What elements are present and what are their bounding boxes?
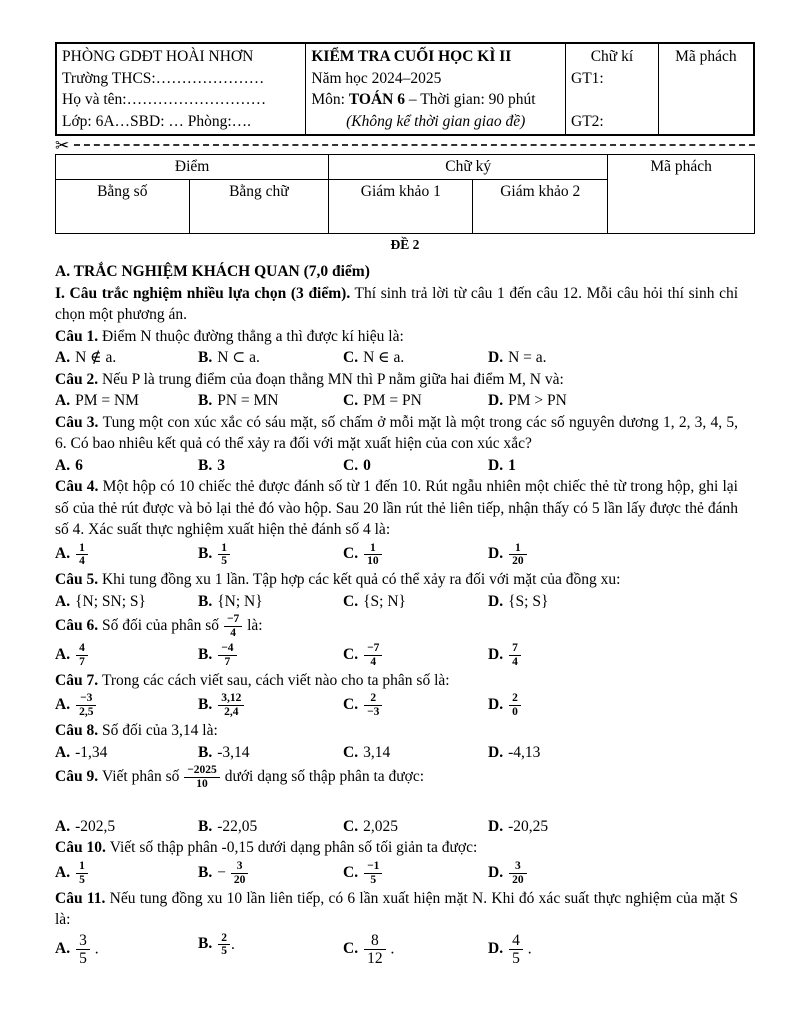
examiner2-cell: Giám khảo 2	[473, 180, 608, 234]
fraction: $\frac{4}{5}$	[509, 932, 523, 968]
option-label: A.	[55, 349, 71, 366]
fraction: $\frac{-2025}{10}$	[184, 764, 220, 791]
option-label: D.	[488, 696, 504, 714]
question-label: Câu 5.	[55, 571, 102, 589]
option-label: D.	[488, 392, 504, 409]
option-label: A.	[55, 645, 71, 663]
options-row	[55, 931, 738, 969]
option: A. -1,34	[55, 743, 108, 761]
option: D. -4,13	[488, 743, 541, 761]
score-words-cell: Bằng chữ	[189, 180, 329, 234]
option-label: D.	[488, 817, 504, 835]
option	[343, 691, 488, 720]
option: C. $\frac{8}{12}$ .	[343, 931, 395, 967]
exam-code-label: ĐỀ 2	[390, 237, 420, 252]
question-text: Câu 5. Khi tung đồng xu 1 lần. Tập hợp các kết quả có thể xảy ra đối với mặt của đồng xu:	[55, 571, 621, 589]
fraction: $\frac{1}{5}$	[218, 542, 230, 569]
fraction: $\frac{-4}{7}$	[218, 642, 236, 669]
option-label: A.	[55, 817, 71, 835]
option-label: C.	[343, 392, 359, 409]
exam-info-cell	[306, 43, 566, 135]
question-label: Câu 4.	[55, 478, 103, 495]
options-row	[55, 641, 738, 670]
section-i-intro	[55, 283, 738, 326]
option	[488, 541, 738, 570]
option-label: D.	[488, 592, 504, 610]
school-name-field: Trường THCS:…………………	[62, 69, 265, 87]
option	[55, 691, 198, 720]
fraction: $\frac{3}{5}$	[76, 932, 90, 968]
fraction: $\frac{1}{5}$	[76, 860, 88, 887]
option-label: B.	[198, 392, 213, 409]
option-label: B.	[198, 456, 213, 474]
option: D. {S; S}	[488, 592, 549, 610]
question-text: Câu 11. Nếu tung đồng xu 10 lần liên tiếp, có 6 lần xuất hiện mặt N. Khi đó xác suất thực nghiệm của mặt S là:	[55, 889, 738, 928]
option: A. 6	[55, 456, 83, 474]
code-cell	[658, 43, 754, 135]
option-label: D.	[488, 349, 504, 366]
options-row	[55, 541, 738, 570]
option: A. N ∉ a.	[55, 349, 117, 366]
fraction: $\frac{8}{12}$	[364, 932, 386, 968]
option: C. PM = PN	[343, 392, 422, 409]
question-text: Câu 8. Số đối của 3,14 là:	[55, 722, 218, 739]
option-label: A.	[55, 939, 71, 957]
question-label: Câu 9.	[55, 767, 102, 785]
option: A. {N; SN; S}	[55, 592, 146, 610]
option: C. 2,025	[343, 817, 398, 835]
fraction: $\frac{2}{0}$	[509, 692, 521, 719]
option-label: C.	[343, 349, 359, 366]
option-label: B.	[198, 743, 213, 761]
option-label: C.	[343, 696, 359, 714]
option	[55, 641, 198, 670]
option-label: C.	[343, 939, 359, 957]
question-label: Câu 8.	[55, 722, 102, 739]
option-label: C.	[343, 817, 359, 835]
option-label: D.	[488, 545, 504, 563]
exam-title: KIỂM TRA CUỐI HỌC KÌ II	[311, 48, 512, 65]
fraction: $\frac{-3}{2,5}$	[76, 692, 96, 719]
option-label: B.	[198, 935, 213, 953]
code-header-cell: Mã phách	[608, 155, 755, 234]
question-label: Câu 2.	[55, 370, 102, 388]
options-row	[55, 691, 738, 720]
signature-cell	[566, 43, 659, 135]
option-label: A.	[55, 863, 71, 881]
gt1-label: GT1:	[571, 69, 604, 87]
section-a-title: A. TRẮC NGHIỆM KHÁCH QUAN (7,0 điểm)	[55, 263, 370, 280]
option-label: C.	[343, 545, 359, 563]
options-row	[55, 816, 738, 838]
option: C. N ∈ a.	[343, 349, 405, 366]
question-text: Câu 3. Tung một con xúc xắc có sáu mặt, số chấm ở mỗi mặt là một trong các số nguyên dương 1, 2, 3, 4, 5, 6. Có bao nhiêu kết quả có thể xảy ra đối với mặt xuất hiện của con xúc xắc?	[55, 413, 738, 452]
option: A. $\frac{3}{5}$ .	[55, 931, 99, 967]
options-row	[55, 742, 738, 764]
option: B. − $\frac{3}{20}$	[198, 859, 343, 888]
fraction: $\frac{3}{20}$	[509, 860, 527, 887]
subject-name: TOÁN 6	[348, 91, 405, 108]
option	[343, 541, 488, 570]
class-sbd-room-field: Lớp: 6A…SBD: … Phòng:….	[62, 112, 252, 130]
option	[198, 691, 343, 720]
option	[488, 641, 738, 670]
question-text: Câu 10. Viết số thập phân -0,15 dưới dạng phân số tối giản ta được:	[55, 839, 478, 857]
option-label: A.	[55, 743, 71, 761]
gt2-label: GT2:	[571, 112, 604, 130]
option-label: C.	[343, 456, 359, 474]
option	[198, 641, 343, 670]
option: A. PM = NM	[55, 392, 139, 409]
options-row	[55, 390, 738, 412]
option-label: C.	[343, 863, 359, 881]
option-label: A.	[55, 545, 71, 563]
score-number-cell: Bằng số	[56, 180, 190, 234]
option-label: D.	[488, 743, 504, 761]
fraction: $\frac{7}{4}$	[509, 642, 521, 669]
fraction: $\frac{3}{20}$	[231, 860, 249, 887]
option-label: A.	[55, 456, 71, 474]
option-label: D.	[488, 456, 504, 474]
option-label: D.	[488, 939, 504, 957]
option-label: D.	[488, 863, 504, 881]
cut-line-dashes	[74, 144, 755, 146]
option-label: B.	[198, 645, 213, 663]
option-label: C.	[343, 743, 359, 761]
score-header: Điểm	[56, 155, 329, 180]
student-name-field: Họ và tên:………………………	[62, 91, 267, 108]
option: D. -20,25	[488, 817, 549, 835]
option: D. 1	[488, 456, 516, 474]
fraction: $\frac{3,12}{2,4}$	[218, 692, 244, 719]
option-label: C.	[343, 645, 359, 663]
fraction: $\frac{-7}{4}$	[224, 613, 242, 640]
question-text: Câu 2. Nếu P là trung điểm của đoạn thẳng MN thì P nằm giữa hai điểm M, N và:	[55, 370, 564, 388]
option-label: A.	[55, 592, 71, 610]
question-text: Câu 4. Một hộp có 10 chiếc thẻ được đánh số từ 1 đến 10. Rút ngẫu nhiên một chiếc thẻ từ trong hộp, ghi lại số của thẻ rút được và bỏ lại thẻ đó vào hộp. Sau 20 lần rút thẻ liên tiếp, nhận thấy có 5 lần lấy được thẻ đánh số 4. Xác suất thực nghiệm xuất hiện thẻ đánh số 4 là:	[55, 478, 738, 538]
option: A. -202,5	[55, 817, 116, 835]
option: B. {N; N}	[198, 592, 263, 610]
option: B. -3,14	[198, 743, 250, 761]
question-text: Câu 6. Số đối của phân số $\frac{-7}{4}$ là:	[55, 613, 263, 640]
school-info-cell	[56, 43, 306, 135]
option-label: A.	[55, 696, 71, 714]
signature-title: Chữ kí	[590, 48, 634, 65]
fraction: $\frac{2}{-3}$	[364, 692, 382, 719]
option: D. N = a.	[488, 349, 547, 366]
question-text: Câu 9. Viết phân số $\frac{-2025}{10}$ dưới dạng số thập phân ta được:	[55, 764, 425, 790]
option-label: B.	[198, 863, 213, 881]
option-label: D.	[488, 645, 504, 663]
fraction: $\frac{2}{5}$	[218, 932, 230, 959]
option: B. N ⊂ a.	[198, 349, 260, 366]
option	[55, 859, 198, 888]
option: C. 0	[343, 456, 371, 474]
question-label: Câu 1.	[55, 327, 102, 345]
fraction: $\frac{-1}{5}$	[364, 860, 382, 887]
option: B. -22,05	[198, 817, 258, 835]
option	[55, 541, 198, 570]
exam-note: (Không kể thời gian giao đề)	[346, 112, 526, 130]
question-label: Câu 3.	[55, 413, 103, 431]
question-text: Câu 1. Điểm N thuộc đường thẳng a thì được kí hiệu là:	[55, 327, 404, 345]
fraction: $\frac{1}{4}$	[76, 542, 88, 569]
option	[198, 541, 343, 570]
exam-content	[55, 261, 755, 968]
fraction: $\frac{1}{10}$	[364, 542, 382, 569]
code-title: Mã phách	[675, 48, 737, 65]
options-row	[55, 455, 738, 477]
section-i-instructions: Thí sinh trả lời từ câu 1 đến câu 12. Mỗi câu hỏi thí sinh chỉ chọn một phương án.	[55, 284, 739, 323]
question-label: Câu 11.	[55, 889, 110, 907]
fraction: $\frac{-7}{4}$	[364, 642, 382, 669]
option	[343, 859, 488, 888]
question-label: Câu 7.	[55, 671, 102, 689]
option: B. PN = MN	[198, 392, 279, 409]
option-label: C.	[343, 592, 359, 610]
option	[343, 641, 488, 670]
question-list	[55, 326, 738, 969]
examiner1-cell: Giám khảo 1	[329, 180, 473, 234]
option: D. PM > PN	[488, 392, 567, 409]
department-name: PHÒNG GDĐT HOÀI NHƠN	[62, 48, 254, 65]
fraction: $\frac{1}{20}$	[509, 542, 527, 569]
option-label: B.	[198, 349, 213, 366]
option: C. 3,14	[343, 743, 391, 761]
option-label: B.	[198, 817, 213, 835]
scissors-icon: ✂	[55, 135, 70, 155]
option	[488, 691, 738, 720]
option-label: B.	[198, 592, 213, 610]
score-table	[55, 154, 755, 234]
cut-line	[55, 136, 755, 154]
signature-header: Chữ ký	[329, 155, 608, 180]
question-text: Câu 7. Trong các cách viết sau, cách viết nào cho ta phân số là:	[55, 671, 450, 689]
option: B. $\frac{2}{5}$ .	[198, 931, 235, 958]
option: C. {S; N}	[343, 592, 406, 610]
options-row	[55, 591, 738, 613]
option-label: A.	[55, 392, 71, 409]
option	[488, 859, 738, 888]
option-label: B.	[198, 696, 213, 714]
fraction: $\frac{4}{7}$	[76, 642, 88, 669]
options-row	[55, 347, 738, 369]
option-label: B.	[198, 545, 213, 563]
option: D. $\frac{4}{5}$ .	[488, 931, 532, 967]
options-row	[55, 859, 738, 888]
exam-subject-line: Môn: TOÁN 6 – Thời gian: 90 phút	[311, 91, 536, 108]
section-i-title: I. Câu trắc nghiệm nhiều lựa chọn (3 điểm).	[55, 284, 351, 302]
question-label: Câu 10.	[55, 839, 110, 857]
question-label: Câu 6.	[55, 617, 102, 635]
exam-year: Năm học 2024–2025	[311, 69, 442, 87]
exam-header-table	[55, 42, 755, 136]
option: B. 3	[198, 456, 225, 474]
